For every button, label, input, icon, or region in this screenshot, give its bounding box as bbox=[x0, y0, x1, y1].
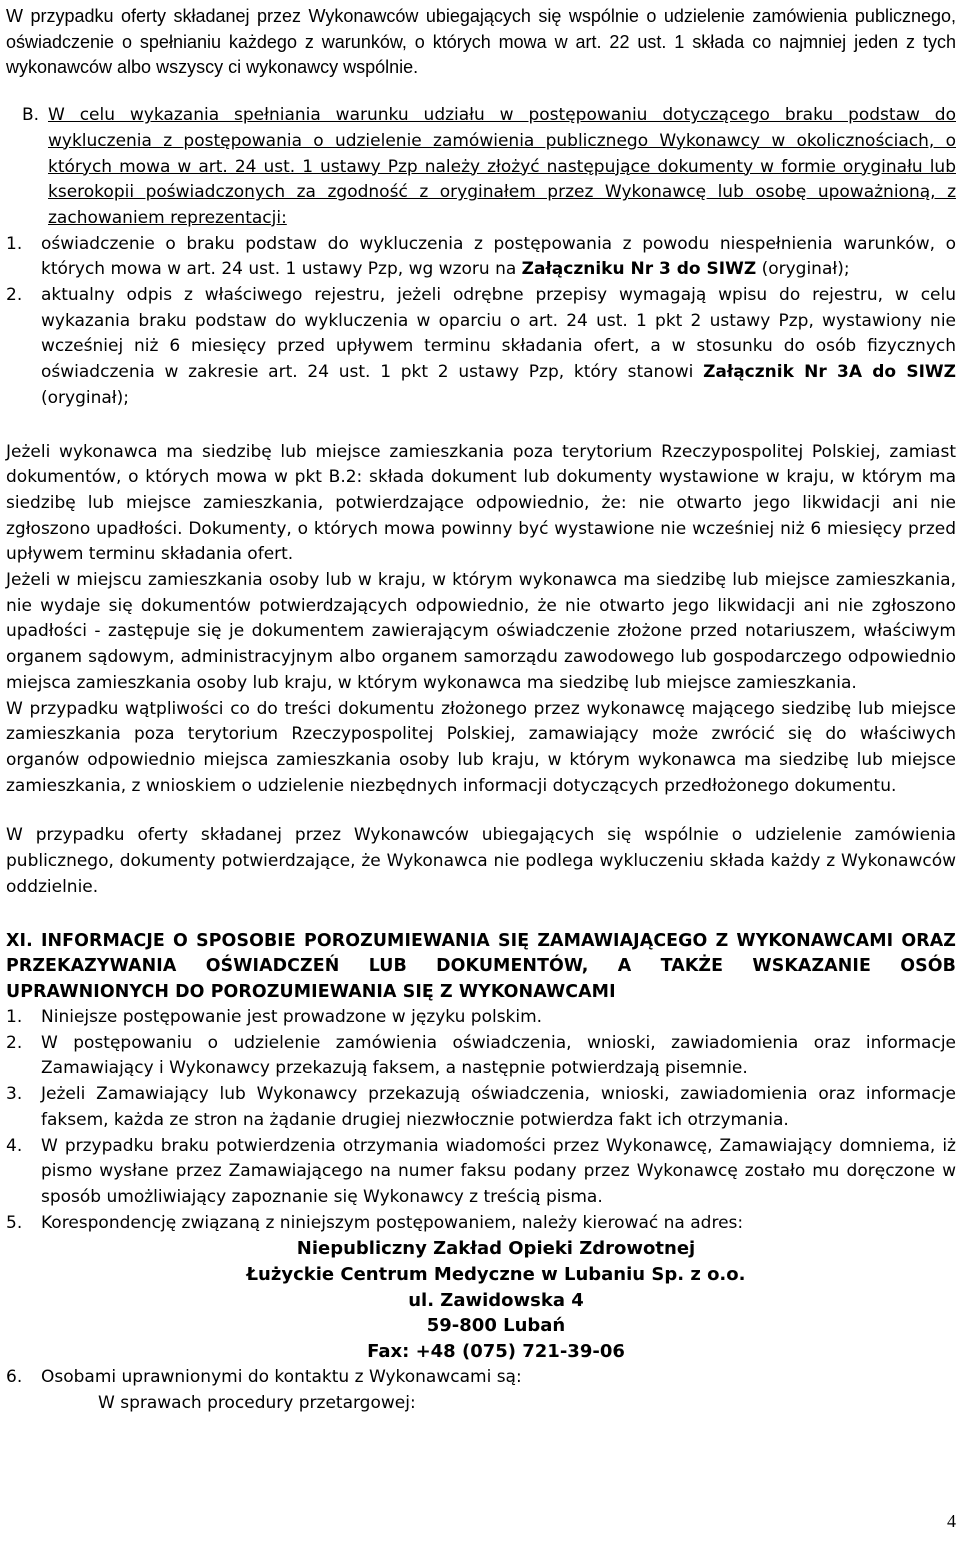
address-line-city: 59-800 Lubań bbox=[426, 1315, 566, 1337]
section-b-list bbox=[6, 232, 956, 412]
section-b-text: W celu wykazania spełniania warunku udziału w postępowaniu dotyczącego braku podstaw do wykluczenia z postępowania o udzielenie zamówienia publicznego Wykonawcy w okolicznościach, o których mowa w art. 24 ust. 1 ustawy Pzp należy złożyć następujące dokumenty w formie oryginału lub kserokopii poświadczonych za zgodność z oryginałem przez Wykonawcę lub osobę upoważnioną, z zachowaniem reprezentacji: bbox=[48, 105, 956, 228]
procedure-contact-label: W sprawach procedury przetargowej: bbox=[98, 1392, 416, 1413]
list-item-number: 1. bbox=[6, 233, 23, 254]
section-xi-heading: XI. INFORMACJE O SPOSOBIE POROZUMIEWANIA SIĘ ZAMAWIAJĄCEGO Z WYKONAWCAMI ORAZ PRZEKAZYWANIA OŚWIADCZEŃ LUB DOKUMENTÓW, A TAKŻE WSKAZANIE OSÓB UPRAWNIONYCH DO POROZUMIEWANIA SIĘ Z WYKONAWCAMI bbox=[6, 930, 956, 1002]
page-number: 4 bbox=[947, 1511, 956, 1532]
list-item-body: oświadczenie o braku podstaw do wykluczenia z postępowania z powodu niespełnienia warunków, o których mowa w art. 24 ust. 1 ustawy Pzp, wg wzoru na bbox=[41, 233, 956, 280]
list-item bbox=[6, 1031, 956, 1082]
list-item-number: 5. bbox=[6, 1212, 23, 1233]
list-item-text: Korespondencję związaną z niniejszym postępowaniem, należy kierować na adres: bbox=[41, 1212, 744, 1233]
spacer bbox=[6, 799, 956, 823]
list-item-text: Osobami uprawnionymi do kontaktu z Wykonawcami są: bbox=[41, 1366, 522, 1387]
list-item-number: 3. bbox=[6, 1084, 23, 1105]
spacer bbox=[6, 901, 956, 929]
list-item-suffix: (oryginał); bbox=[41, 387, 129, 408]
list-item-text: W postępowaniu o udzielenie zamówienia oświadczenia, wnioski, zawiadomienia oraz informacje Zamawiający i Wykonawcy przekazują faksem, a następnie potwierdzają pisemnie. bbox=[41, 1032, 956, 1079]
section-b-marker: B. bbox=[22, 105, 40, 126]
spacer bbox=[6, 412, 956, 440]
foreign-documents-paragraph: Jeżeli wykonawca ma siedzibę lub miejsce zamieszkania poza terytorium Rzeczypospolitej Polskiej, zamiast dokumentów, o których mowa w pkt B.2: składa dokument lub dokumenty wystawione w kraju, w którym ma siedzibę lub miejsce zamieszkania, potwierdzające odpowiednio, że: nie otwarto jego likwidacji ani nie zgłoszono upadłości. Dokumenty, o których mowa powinny być wystawione nie wcześniej niż 6 miesięcy przed upływem terminu składania ofert. bbox=[6, 441, 956, 565]
document-page bbox=[6, 4, 956, 1416]
list-item-text: Niniejsze postępowanie jest prowadzone w języku polskim. bbox=[41, 1007, 543, 1027]
list-item-number: 6. bbox=[6, 1366, 23, 1387]
list-item-body: aktualny odpis z właściwego rejestru, jeżeli odrębne przepisy wymagają wpisu do rejestru, w celu wykazania braku podstaw do wykluczenia w oparciu o art. 24 ust. 1 pkt 2 ustawy Pzp, wystawiony nie wcześniej niż 6 miesięcy przed upływem terminu składania ofert, a w stosunku do osób fizycznych oświadczenia w zakresie art. 24 ust. 1 pkt 2 ustawy Pzp, który stanowi bbox=[41, 285, 956, 383]
list-item-number: 2. bbox=[6, 1032, 23, 1053]
list-item-suffix: (oryginał); bbox=[756, 259, 850, 280]
address-block bbox=[6, 1236, 956, 1365]
address-line-company: Łużyckie Centrum Medyczne w Lubaniu Sp. z o.o. bbox=[246, 1264, 746, 1286]
attachment-reference: Załącznik Nr 3A do SIWZ bbox=[703, 362, 956, 383]
address-line-fax: Fax: +48 (075) 721-39-06 bbox=[367, 1341, 625, 1363]
doubts-paragraph: W przypadku wątpliwości co do treści dokumentu złożonego przez wykonawcę mającego siedzibę lub miejsce zamieszkania poza terytorium Rzeczypospolitej Polskiej, zamawiający może zwrócić się do właściwych organów odpowiednio miejsca zamieszkania osoby lub kraju, w którym wykonawca ma siedzibę lub miejsce zamieszkania, z wnioskiem o udzielenie niezbędnych informacji dotyczących przedłożonego dokumentu. bbox=[6, 698, 956, 796]
address-line-organization: Niepubliczny Zakład Opieki Zdrowotnej bbox=[296, 1238, 696, 1260]
attachment-reference: Załączniku Nr 3 do SIWZ bbox=[521, 259, 757, 280]
list-item-number: 1. bbox=[6, 1007, 23, 1027]
list-item-number: 4. bbox=[6, 1135, 23, 1156]
list-item bbox=[6, 283, 956, 412]
spacer bbox=[6, 81, 956, 103]
section-xi-list bbox=[6, 1005, 956, 1416]
address-line-street: ul. Zawidowska 4 bbox=[408, 1289, 584, 1311]
intro-paragraph: W przypadku oferty składanej przez Wykonawców ubiegających się wspólnie o udzielenie zamówienia publicznego, oświadczenie o spełnianiu każdego z warunków, o których mowa w art. 22 ust. 1 składa co najmniej jeden z tych wykonawców albo wszyscy ci wykonawcy wspólnie. bbox=[6, 6, 956, 78]
list-item-text bbox=[41, 232, 956, 283]
list-item-text: W przypadku braku potwierdzenia otrzymania wiadomości przez Wykonawcę, Zamawiający domniema, iż pismo wysłane przez Zamawiającego na numer faksu podany przez Wykonawcę zostało mu doręczone w sposób umożliwiający zapoznanie się Wykonawcy z treścią pisma. bbox=[41, 1135, 956, 1207]
list-item bbox=[6, 1365, 956, 1391]
list-item bbox=[6, 1211, 956, 1237]
list-item bbox=[6, 1082, 956, 1133]
list-item-text: Jeżeli Zamawiający lub Wykonawcy przekazują oświadczenia, wnioski, zawiadomienia oraz informacje faksem, każda ze stron na żądanie drugiej niezwłocznie potwierdza fakt ich otrzymania. bbox=[41, 1084, 956, 1130]
list-item bbox=[6, 232, 956, 283]
list-item-text bbox=[41, 283, 956, 412]
joint-offer-paragraph: W przypadku oferty składanej przez Wykonawców ubiegających się wspólnie o udzielenie zamówienia publicznego, dokumenty potwierdzające, że Wykonawca nie podlega wykluczeniu składa każdy z Wykonawców oddzielnie. bbox=[6, 825, 956, 897]
list-item bbox=[6, 1134, 956, 1211]
list-item-number: 2. bbox=[6, 285, 23, 306]
list-item bbox=[6, 1005, 956, 1031]
section-b bbox=[22, 103, 956, 232]
notary-statement-paragraph: Jeżeli w miejscu zamieszkania osoby lub w kraju, w którym wykonawca ma siedzibę lub miejsce zamieszkania, nie wydaje się dokumentów potwierdzających odpowiednio, że nie otwarto jego likwidacji ani nie zgłoszono upadłości - zastępuje się je dokumentem zawierającym oświadczenie złożone przed notariuszem, właściwym organem sądowym, administracyjnym albo organem samorządu zawodowego lub gospodarczego odpowiednio miejsca zamieszkania osoby lub kraju, w którym wykonawca ma siedzibę lub miejsce zamieszkania. bbox=[6, 570, 956, 693]
